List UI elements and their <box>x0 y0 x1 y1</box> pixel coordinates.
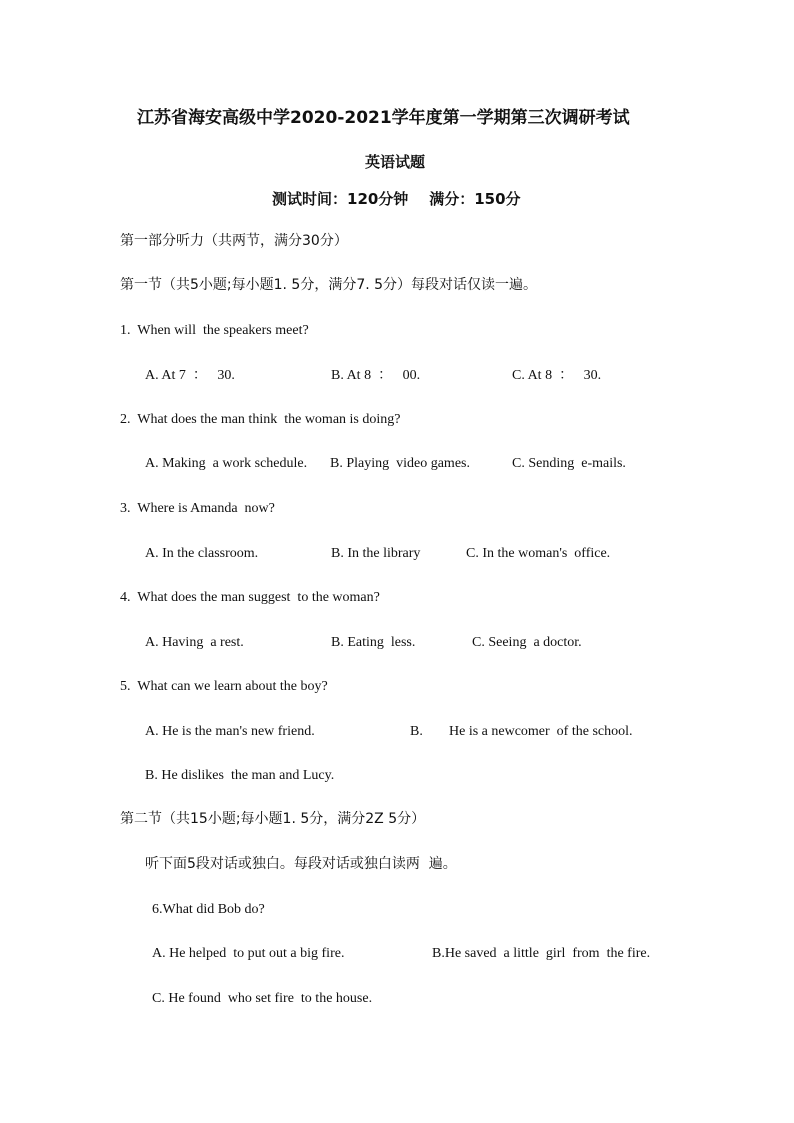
question-6-option-b: B.He saved a little girl from the fire. <box>432 946 651 961</box>
question-4-stem: 4. What does the man suggest to the woman? <box>120 590 380 605</box>
exam-title: 江苏省海安高级中学2020-2021学年度第一学期第三次调研考试 <box>137 108 630 128</box>
question-1-stem: 1. When will the speakers meet? <box>120 323 309 338</box>
question-6-option-c: C. He found who set fire to the house. <box>152 991 373 1006</box>
subject-title: 英语试题 <box>365 153 426 171</box>
question-3-stem: 3. Where is Amanda now? <box>120 501 275 516</box>
question-3-option-a: A. In the classroom. <box>145 546 259 561</box>
question-3-option-c: C. In the woman's office. <box>466 546 611 561</box>
question-2-option-a: A. Making a work schedule. <box>145 456 308 471</box>
question-4-option-b: B. Eating less. <box>331 635 416 650</box>
question-5-option-b-label: B. <box>410 724 423 739</box>
question-5-option-a: A. He is the man's new friend. <box>145 724 315 739</box>
time-score-line: 测试时间：120分钟 满分：150分 <box>272 190 521 208</box>
section2-instruction: 听下面5段对话或独白。每段对话或独白读两 遍。 <box>145 856 457 872</box>
question-4-option-c: C. Seeing a doctor. <box>472 635 582 650</box>
question-4-option-a: A. Having a rest. <box>145 635 244 650</box>
question-2-stem: 2. What does the man think the woman is doing? <box>120 412 401 427</box>
section2-heading: 第二节（共15小题;每小题1. 5分，满分2Z 5分） <box>120 811 426 827</box>
question-6-option-a: A. He helped to put out a big fire. <box>152 946 345 961</box>
question-1-option-b: B. At 8 ： 00. <box>331 368 421 383</box>
question-5-option-c: B. He dislikes the man and Lucy. <box>145 768 335 783</box>
question-6-stem: 6.What did Bob do? <box>152 902 265 917</box>
question-2-option-c: C. Sending e-mails. <box>512 456 626 471</box>
question-1-option-a: A. At 7 ： 30. <box>145 368 235 383</box>
part1-heading: 第一部分听力（共两节，满分30分） <box>120 233 348 249</box>
question-5-option-b-text: He is a newcomer of the school. <box>449 724 633 739</box>
section1-heading: 第一节（共5小题;每小题1. 5分，满分7. 5分）每段对话仅读一遍。 <box>120 277 538 293</box>
question-3-option-b: B. In the library <box>331 546 421 561</box>
question-5-stem: 5. What can we learn about the boy? <box>120 679 328 694</box>
question-1-option-c: C. At 8 ： 30. <box>512 368 602 383</box>
question-2-option-b: B. Playing video games. <box>330 456 470 471</box>
